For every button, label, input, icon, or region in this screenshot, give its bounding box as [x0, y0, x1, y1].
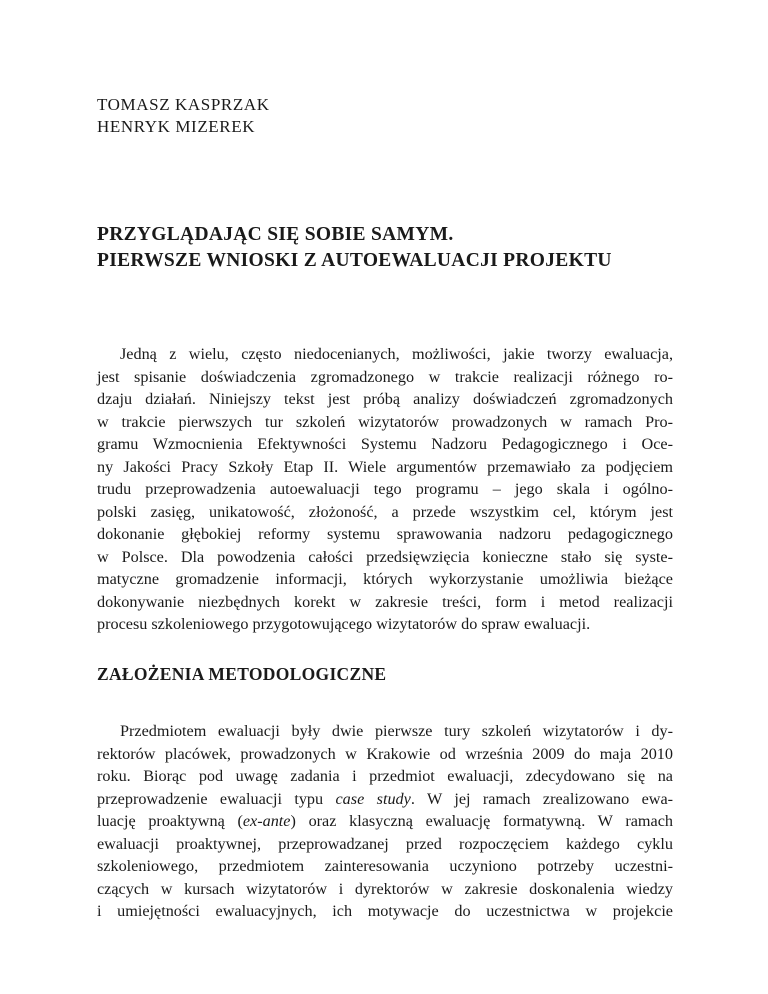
text-line: polski zasięg, unikatowość, złożoność, a przede wszystkim cel, którym jest [97, 502, 673, 521]
author-name: TOMASZ KASPRZAK [97, 95, 270, 114]
text-run: i umiejętności ewaluacyjnych, ich motywacje do uczestnictwa w projekcie [97, 902, 673, 920]
text-line [97, 765, 673, 788]
text-line: dokonywanie niezbędnych korekt w zakresie treści, form i metod realizacji [97, 592, 673, 611]
text-line: gramu Wzmocnienia Efektywności Systemu Nadzoru Pedagogicznego i Oce- [97, 435, 673, 453]
text-line: w Polsce. Dla powodzenia całości przedsięwzięcia konieczne stało się syste- [97, 547, 673, 566]
text-line [97, 810, 673, 833]
text-run: ) oraz klasyczną ewaluację formatywną. W ramach [290, 812, 673, 830]
text-line: Jedną z wielu, często niedocenianych, możliwości, jakie tworzy ewaluacja, [120, 345, 673, 363]
text-line: dzaju działań. Niniejszy tekst jest próbą analizy doświadczeń zgromadzonych [97, 390, 673, 408]
text-run: rektorów placówek, prowadzonych w Krakowie od września 2009 do maja 2010 [97, 744, 673, 763]
article-title-line: PRZYGLĄDAJĄC SIĘ SOBIE SAMYM. [97, 224, 454, 245]
italic-term: ex-ante [242, 812, 291, 830]
text-line: dokonanie głębokiej reformy systemu sprawowania nadzoru pedagogicznego [97, 525, 673, 543]
text-line [97, 855, 673, 878]
text-line [97, 833, 673, 856]
intro-paragraph [97, 343, 673, 636]
text-line: w trakcie pierwszych tur szkoleń wizytatorów prowadzonych w ramach Pro- [97, 412, 673, 431]
author-list [97, 94, 270, 138]
article-title-line: PIERWSZE WNIOSKI Z AUTOEWALUACJI PROJEKTU [97, 250, 612, 271]
text-line [97, 743, 673, 766]
text-line: ny Jakości Pracy Szkoły Etap II. Wiele argumentów przemawiało za podjęciem [97, 457, 673, 476]
section-heading: ZAŁOŻENIA METODOLOGICZNE [97, 664, 387, 684]
text-line [97, 720, 673, 743]
italic-term: case study [335, 789, 411, 808]
text-line: matyczne gromadzenie informacji, których wykorzystanie umożliwia bieżące [97, 570, 673, 588]
text-line [97, 878, 673, 901]
text-run: roku. Biorąc pod uwagę zadania i przedmiot ewaluacji, zdecydowano się na [97, 767, 673, 785]
text-run: szkoleniowego, przedmiotem zainteresowania uczyniono potrzeby uczestni- [97, 857, 673, 875]
text-line [97, 900, 673, 923]
text-line: trudu przeprowadzenia autoewaluacji tego programu – jego skala i ogólno- [97, 480, 673, 498]
methodology-paragraph [97, 720, 673, 923]
text-line: jest spisanie doświadczenia zgromadzonego w trakcie realizacji różnego ro- [97, 367, 673, 386]
text-line [97, 788, 673, 811]
author-name: HENRYK MIZEREK [97, 117, 256, 136]
text-run: luację proaktywną ( [97, 812, 243, 830]
text-run: ewaluacji proaktywnej, przeprowadzanej przed rozpoczęciem każdego cyklu [97, 834, 673, 853]
text-run: . W jej ramach zrealizowano ewa- [410, 789, 674, 808]
text-run: czących w kursach wizytatorów i dyrektorów w zakresie doskonalenia wiedzy [97, 879, 673, 898]
article-title [97, 222, 612, 274]
text-run: przeprowadzenie ewaluacji typu [97, 789, 336, 808]
text-run: Przedmiotem ewaluacji były dwie pierwsze tury szkoleń wizytatorów i dy- [120, 722, 673, 740]
text-line: procesu szkoleniowego przygotowującego wizytatorów do spraw ewaluacji. [97, 615, 591, 633]
